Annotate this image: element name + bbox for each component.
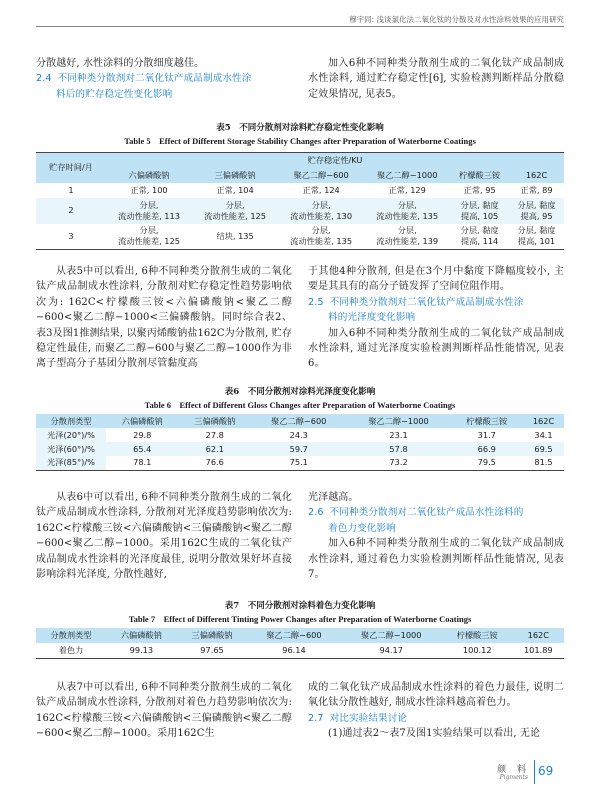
table-cell: 65.4 xyxy=(106,442,179,456)
table5-col-header: 聚乙二醇−1000 xyxy=(364,169,450,183)
paragraph: 加入6种不同种类分散剂生成的二氧化钛产成品制成水性涂料, 通过着色力实验检测判断样品性能情况, 见表7。 xyxy=(308,538,564,581)
header-rule xyxy=(36,26,564,27)
table5-row-header: 贮存时间/月 xyxy=(36,153,106,183)
paragraph: 加入6种不同种类分散剂生成的二氧化钛产成品制成水性涂料, 通过光泽度实验检测判断样品性能情况, 见表6。 xyxy=(308,327,564,370)
table6-col-header: 柠檬酸三铵 xyxy=(451,414,524,428)
table-cell: 34.1 xyxy=(534,429,553,440)
table-cell: 94.17 xyxy=(341,643,442,658)
running-head: 穆宇同: 浅谈氯化法二氧化钛的分散及对水性涂料效果的应用研究 xyxy=(349,15,564,24)
table-cell: 分层, 流动性能差, 113 xyxy=(118,199,180,221)
table-row xyxy=(36,183,564,198)
table-cell: 59.7 xyxy=(251,442,347,456)
table-cell: 96.14 xyxy=(247,643,340,658)
left-column-bottom xyxy=(36,680,292,742)
paragraph: 从表6中可以看出, 6种不同种类分散剂生成的二氧化钛产成品制成水性涂料, 分散剂对光泽度趋势影响依次为: 162C<柠檬酸三铵<六偏磷酸钠<三偏磷酸钠<聚乙二醇−600<聚乙二醇−1000。采用162C生成的二氧化钛产成品制成水性涂料的光泽度最佳, 说明分散效果好坏直接影响涂料光泽度, 分散性越好, xyxy=(36,492,292,581)
table-row xyxy=(36,456,564,470)
section-heading-2-6-cont: 着色力变化影响 xyxy=(328,522,396,534)
table-cell: 27.8 xyxy=(205,429,224,440)
paragraph: (1)通过表2～表7及图1实验结果可以看出, 无论 xyxy=(328,728,541,740)
table6-col-header: 聚乙二醇−600 xyxy=(251,414,347,428)
table-cell: 24.3 xyxy=(289,429,308,440)
table6 xyxy=(36,414,564,471)
table7-col-header: 柠檬酸三铵 xyxy=(442,628,513,643)
journal-name-en: Pigments xyxy=(499,774,528,781)
table-cell: 78.1 xyxy=(106,456,179,470)
table-cell: 分层, 流动性能差, 135 xyxy=(376,199,439,221)
table-row xyxy=(36,643,564,658)
table-cell: 57.8 xyxy=(347,442,451,456)
table7-caption-cn: 表7 不同分散剂对涂料着色力变化影响 xyxy=(224,601,376,611)
table-cell: 76.6 xyxy=(179,456,252,470)
table-cell: 分层, 流动性能差, 135 xyxy=(278,224,364,250)
table-cell: 分层, 黏度 提高, 95 xyxy=(517,199,556,221)
table-cell: 分层, 黏度 提高, 101 xyxy=(509,224,564,250)
table6-col-header: 分散剂类型 xyxy=(36,414,106,428)
table-header-row xyxy=(36,414,564,428)
table-header-row xyxy=(36,628,564,643)
table7-caption-en: Table 7 Effect of Different Tinting Power Changes after Preparation of Waterborne Coatings xyxy=(128,614,472,624)
section-heading-2-5: 2.5 不同种类分散剂对二氧化钛产成品制成水性涂 xyxy=(308,296,524,308)
table7-col-header: 六偏磷酸钠 xyxy=(106,628,177,643)
table7-col-header: 162C xyxy=(513,628,564,643)
table5-col-header: 162C xyxy=(509,169,564,183)
table6-col-header: 三偏磷酸钠 xyxy=(179,414,252,428)
table5-col-header: 聚乙二醇−600 xyxy=(278,169,364,183)
left-column-mid xyxy=(36,264,292,372)
table5 xyxy=(36,152,564,250)
table7-col-header: 分散剂类型 xyxy=(36,628,106,643)
table7-col-header: 三偏磷酸钠 xyxy=(177,628,248,643)
table5-group-header: 贮存稳定性/KU xyxy=(106,153,564,169)
table-cell: 正常, 89 xyxy=(520,184,553,195)
table-cell: 31.7 xyxy=(477,429,496,440)
table5-month: 2 xyxy=(68,205,74,215)
table6-row-label: 光泽(20°)/% xyxy=(36,428,106,442)
table-cell: 79.5 xyxy=(451,456,524,470)
table-cell: 正常, 124 xyxy=(302,184,340,195)
table-cell: 101.89 xyxy=(513,643,564,658)
section-heading-2-4-cont: 料后的贮存稳定性变化影响 xyxy=(56,88,173,100)
table-cell: 正常, 100 xyxy=(130,184,168,195)
right-column-low xyxy=(308,490,564,582)
right-column-mid xyxy=(308,264,564,372)
table-cell: 正常, 104 xyxy=(216,184,254,195)
paragraph: 分散越好, 水性涂料的分散细度越佳。 xyxy=(36,58,205,69)
table-row xyxy=(36,442,564,456)
table-cell: 73.2 xyxy=(347,456,451,470)
page-number: 69 xyxy=(538,764,554,778)
table6-row-label: 光泽(60°)/% xyxy=(36,442,106,456)
table5-caption-en: Table 5 Effect of Different Storage Stability Changes after Preparation of Waterborne Coatings xyxy=(124,136,476,146)
table-cell: 62.1 xyxy=(179,442,252,456)
table7-row-label: 着色力 xyxy=(36,643,106,658)
paragraph: 成的二氧化钛产成品制成水性涂料的着色力最佳, 说明二氧化钛分散性越好, 制成水性涂料越高着色力。 xyxy=(308,682,564,709)
table-cell: 正常, 129 xyxy=(388,184,426,195)
table-cell: 75.1 xyxy=(251,456,347,470)
table5-col-header: 六偏磷酸钠 xyxy=(106,169,192,183)
section-heading-2-5-cont: 料的光泽度变化影响 xyxy=(328,312,416,324)
footer-divider xyxy=(534,760,535,784)
table-cell: 分层, 流动性能差, 139 xyxy=(364,224,450,250)
table6-col-header: 六偏磷酸钠 xyxy=(106,414,179,428)
paragraph: 光泽越高。 xyxy=(308,492,359,503)
table-cell: 结块, 135 xyxy=(192,224,278,250)
table-cell: 69.5 xyxy=(523,442,564,456)
table5-col-header: 三偏磷酸钠 xyxy=(192,169,278,183)
table-cell: 66.9 xyxy=(451,442,524,456)
table-cell: 正常, 95 xyxy=(463,184,496,195)
journal-name-cn: 颜 料 xyxy=(497,765,530,775)
table6-col-header: 聚乙二醇−1000 xyxy=(347,414,451,428)
table5-col-header: 柠檬酸三铵 xyxy=(450,169,509,183)
table7-col-header: 聚乙二醇−600 xyxy=(247,628,340,643)
table-cell: 100.12 xyxy=(442,643,513,658)
table5-caption-cn: 表5 不同分散剂对涂料贮存稳定性变化影响 xyxy=(216,123,384,133)
table-row xyxy=(36,198,564,224)
table-cell: 81.5 xyxy=(523,456,564,470)
table-cell: 23.1 xyxy=(389,429,408,440)
section-heading-2-7: 2.7 对比实验结果讨论 xyxy=(308,712,408,724)
table6-caption-en: Table 6 Effect of Different Gloss Changes after Preparation of Waterborne Coatings xyxy=(144,400,456,410)
table-row xyxy=(36,428,564,442)
table-cell: 分层, 黏度 提高, 105 xyxy=(460,199,499,221)
table5-month: 3 xyxy=(36,224,106,250)
table6-row-label: 光泽(85°)/% xyxy=(36,456,106,470)
table-cell: 99.13 xyxy=(106,643,177,658)
section-heading-2-4: 2.4 不同种类分散剂对二氧化钛产成品制成水性涂 xyxy=(36,73,252,85)
table-cell: 分层, 黏度 提高, 114 xyxy=(450,224,509,250)
section-heading-2-6: 2.6 不同种类分散剂对二氧化钛产成品水性涂料的 xyxy=(308,507,524,519)
table7 xyxy=(36,628,564,659)
paragraph: 加入6种不同种类分散剂生成的二氧化钛产成品制成水性涂料, 通过贮存稳定性[6], 实验检测判断样品分散稳定效果情况, 见表5。 xyxy=(308,58,564,100)
table-cell: 分层, 流动性能差, 125 xyxy=(204,199,266,221)
paragraph: 从表5中可以看出, 6种不同种类分散剂生成的二氧化钛产成品制成水性涂料, 分散剂对贮存稳定性趋势影响依次为: 162C<柠檬酸三铵<六偏磷酸钠<聚乙二醇−600<聚乙二醇−1000<三偏磷酸钠。同时综合表2、表3及图1推测结果, 以聚丙烯酸钠盐162C为分散剂, 贮存稳定性最佳, 而聚乙二醇−600与聚乙二醇−1000作为非离子型高分子基团分散剂尽管黏度高 xyxy=(36,266,292,370)
table6-caption-cn: 表6 不同分散剂对涂料光泽度变化影响 xyxy=(224,387,376,397)
paragraph: 于其他4种分散剂, 但是在3个月中黏度下降幅度较小, 主要是其具有的高分子链发挥了空间位阻作用。 xyxy=(308,266,564,293)
table5-month: 1 xyxy=(68,184,74,195)
left-column-top xyxy=(36,56,292,102)
table-cell: 分层, 流动性能差, 130 xyxy=(290,199,353,221)
table6-col-header: 162C xyxy=(523,414,564,428)
paragraph: 从表7中可以看出, 6种不同种类分散剂生成的二氧化钛产成品制成水性涂料, 分散剂对着色力趋势影响依次为: 162C<柠檬酸三铵<六偏磷酸钠<三偏磷酸钠<聚乙二醇−600<聚乙二醇−1000。采用162C生 xyxy=(36,682,292,740)
right-column-bottom xyxy=(308,680,564,742)
table7-col-header: 聚乙二醇−1000 xyxy=(341,628,442,643)
right-column-top xyxy=(308,56,564,102)
left-column-low xyxy=(36,490,292,582)
table-cell: 97.65 xyxy=(177,643,248,658)
table-cell: 29.8 xyxy=(133,429,152,440)
table-cell: 分层, 流动性能差, 125 xyxy=(106,224,192,250)
table-row xyxy=(36,224,564,250)
